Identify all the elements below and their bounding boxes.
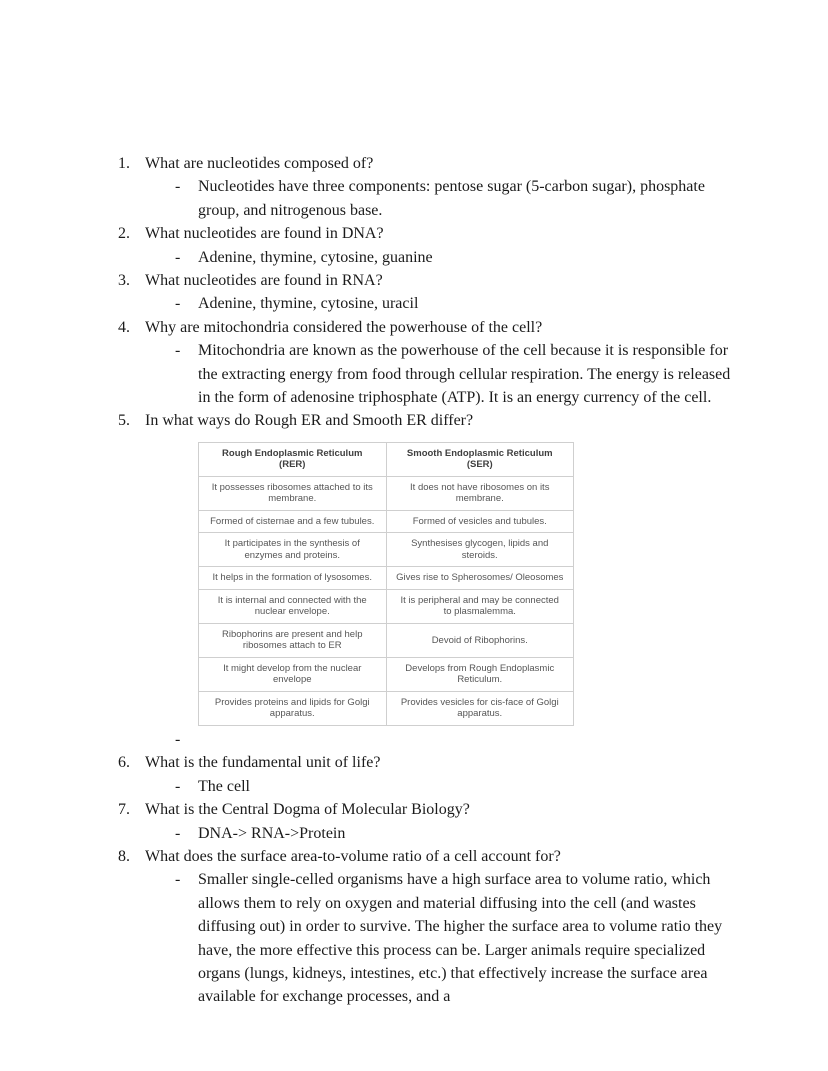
question-number: 8. bbox=[118, 847, 130, 865]
answer-line bbox=[175, 728, 738, 751]
er-table-row bbox=[199, 510, 574, 533]
answer-text: The cell bbox=[198, 777, 250, 795]
qa-item bbox=[118, 222, 738, 269]
qa-item bbox=[118, 316, 738, 410]
question-number: 5. bbox=[118, 412, 130, 430]
question-number: 3. bbox=[118, 272, 130, 290]
er-comparison-table bbox=[198, 442, 574, 726]
question-number: 1. bbox=[118, 155, 130, 172]
er-table-cell: Formed of vesicles and tubules. bbox=[386, 510, 574, 533]
er-table-cell: It possesses ribosomes attached to its membrane. bbox=[199, 476, 387, 510]
answer-text: Nucleotides have three components: pentose sugar (5-carbon sugar), phosphate group, and nitrogenous base. bbox=[198, 178, 705, 219]
qa-item bbox=[118, 845, 738, 1009]
question-line bbox=[118, 798, 738, 821]
qa-item bbox=[118, 751, 738, 798]
er-table-cell: It does not have ribosomes on its membrane. bbox=[386, 476, 574, 510]
question-line bbox=[118, 269, 738, 292]
er-table-row bbox=[199, 589, 574, 623]
bullet-dash: - bbox=[175, 730, 181, 748]
question-text: What are nucleotides composed of? bbox=[145, 155, 374, 172]
er-table-row bbox=[199, 476, 574, 510]
question-number: 7. bbox=[118, 801, 130, 819]
answer-line bbox=[175, 868, 738, 1008]
bullet-dash: - bbox=[175, 342, 181, 360]
answer-text: Smaller single-celled organisms have a high surface area to volume ratio, which allows them to rely on oxygen and material diffusing into the cell (and wastes diffusing out) in order to survive. The higher the surface area to volume ratio they have, the more effective this process can be. Larger animals require specialized organs (lungs, kidneys, intestines, etc.) that effectively increase the surface area available for exchange processes, and a bbox=[198, 871, 723, 1006]
er-table-row bbox=[199, 691, 574, 725]
er-table-cell: Gives rise to Spherosomes/ Oleosomes bbox=[386, 567, 574, 590]
bullet-dash: - bbox=[175, 178, 181, 196]
er-table-row bbox=[199, 567, 574, 590]
er-table-header-row bbox=[199, 442, 574, 476]
bullet-dash: - bbox=[175, 871, 181, 889]
answer-line bbox=[175, 246, 738, 269]
er-table-cell: Synthesises glycogen, lipids and steroids. bbox=[386, 533, 574, 567]
answer-line bbox=[175, 175, 738, 222]
question-text: What is the fundamental unit of life? bbox=[145, 754, 381, 772]
qa-item bbox=[118, 152, 738, 222]
answer-text: DNA-> RNA->Protein bbox=[198, 824, 346, 842]
answer-text: Adenine, thymine, cytosine, guanine bbox=[198, 248, 433, 266]
er-table-row bbox=[199, 657, 574, 691]
er-table-cell: Ribophorins are present and help ribosomes attach to ER bbox=[199, 623, 387, 657]
er-table-cell: Develops from Rough Endoplasmic Reticulum. bbox=[386, 657, 574, 691]
er-table-body bbox=[199, 476, 574, 725]
bullet-dash: - bbox=[175, 777, 181, 795]
er-table-row bbox=[199, 623, 574, 657]
question-number: 4. bbox=[118, 318, 130, 336]
er-table-row bbox=[199, 533, 574, 567]
qa-item bbox=[118, 409, 738, 751]
er-table-cell: It is internal and connected with the nuclear envelope. bbox=[199, 589, 387, 623]
answer-line bbox=[175, 775, 738, 798]
answer-text: Mitochondria are known as the powerhouse of the cell because it is responsible for the extracting energy from food through cellular respiration. The energy is released in the form of adenosine triphosphate (ATP). It is an energy currency of the cell. bbox=[198, 342, 731, 407]
er-table-header-cell: Rough Endoplasmic Reticulum (RER) bbox=[199, 442, 387, 476]
bullet-dash: - bbox=[175, 295, 181, 313]
question-line bbox=[118, 222, 738, 245]
bullet-dash: - bbox=[175, 248, 181, 266]
er-table-header-cell: Smooth Endoplasmic Reticulum (SER) bbox=[386, 442, 574, 476]
question-line bbox=[118, 152, 738, 175]
question-number: 6. bbox=[118, 754, 130, 772]
question-text: What nucleotides are found in RNA? bbox=[145, 272, 383, 290]
er-table-cell: It is peripheral and may be connected to plasmalemma. bbox=[386, 589, 574, 623]
answer-line bbox=[175, 822, 738, 845]
er-table-cell: It participates in the synthesis of enzymes and proteins. bbox=[199, 533, 387, 567]
question-text: Why are mitochondria considered the powerhouse of the cell? bbox=[145, 318, 543, 336]
question-text: What is the Central Dogma of Molecular Biology? bbox=[145, 801, 470, 819]
question-text: What does the surface area-to-volume ratio of a cell account for? bbox=[145, 847, 561, 865]
question-line bbox=[118, 845, 738, 868]
er-table-head bbox=[199, 442, 574, 476]
er-table-cell: It helps in the formation of lysosomes. bbox=[199, 567, 387, 590]
er-table-cell: It might develop from the nuclear envelope bbox=[199, 657, 387, 691]
er-table-cell: Formed of cisternae and a few tubules. bbox=[199, 510, 387, 533]
question-text: In what ways do Rough ER and Smooth ER differ? bbox=[145, 412, 474, 430]
qa-item bbox=[118, 798, 738, 845]
er-table-cell: Devoid of Ribophorins. bbox=[386, 623, 574, 657]
qa-item bbox=[118, 269, 738, 316]
answer-text bbox=[198, 728, 738, 751]
bullet-dash: - bbox=[175, 824, 181, 842]
question-line bbox=[118, 316, 738, 339]
question-text: What nucleotides are found in DNA? bbox=[145, 225, 384, 243]
answer-line bbox=[175, 292, 738, 315]
question-number: 2. bbox=[118, 225, 130, 243]
question-line bbox=[118, 409, 738, 432]
er-table-cell: Provides vesicles for cis-face of Golgi apparatus. bbox=[386, 691, 574, 725]
answer-text: Adenine, thymine, cytosine, uracil bbox=[198, 295, 419, 313]
er-table-cell: Provides proteins and lipids for Golgi apparatus. bbox=[199, 691, 387, 725]
qa-document-content bbox=[118, 152, 738, 1009]
answer-line bbox=[175, 339, 738, 409]
question-line bbox=[118, 751, 738, 774]
